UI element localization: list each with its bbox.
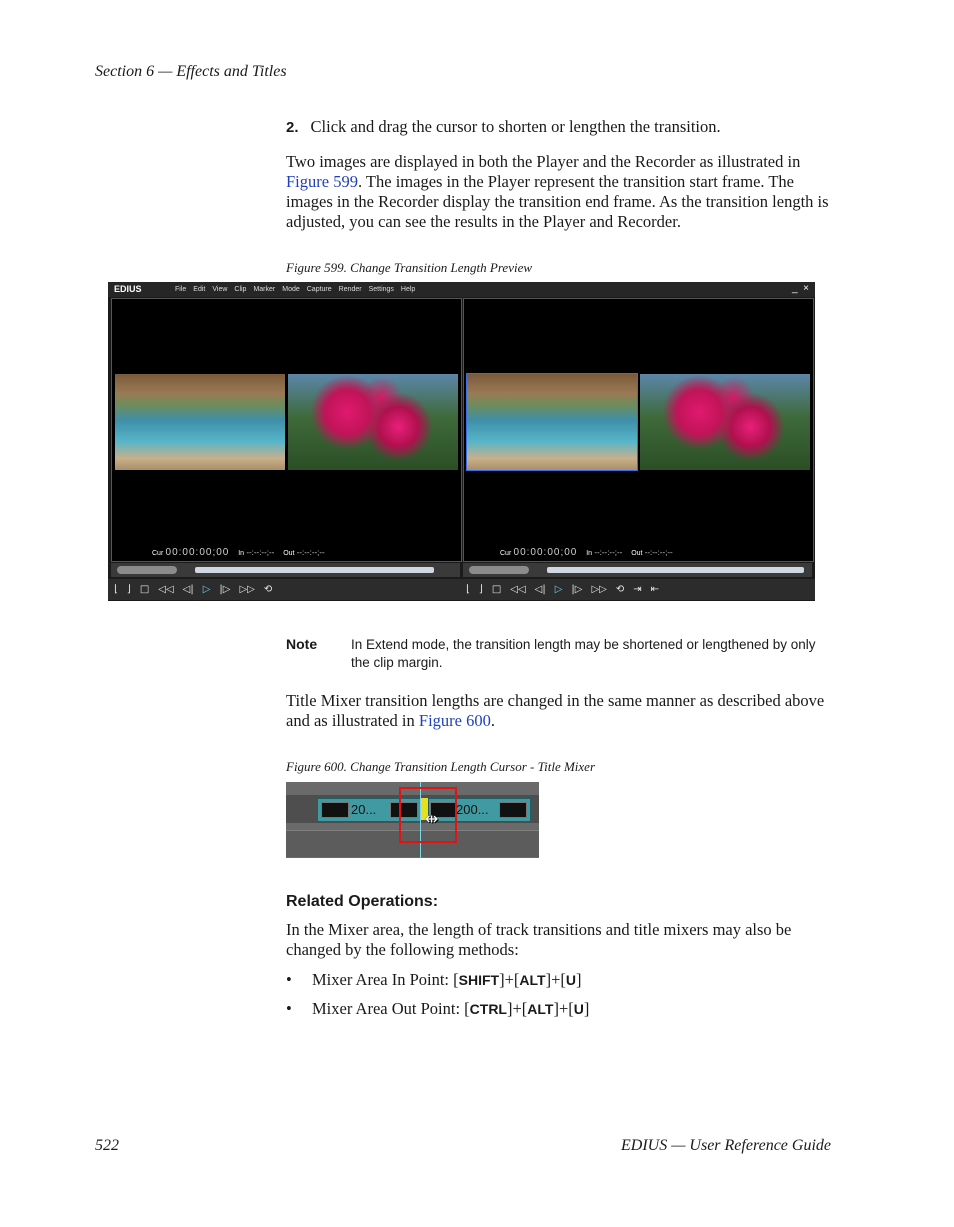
menu-view[interactable]: View <box>212 286 228 293</box>
rec-step-back-icon[interactable]: ◁| <box>534 584 546 595</box>
document-title: EDIUS — User Reference Guide <box>620 1137 831 1154</box>
close-button[interactable]: × <box>803 283 809 294</box>
rec-set-out-icon[interactable]: ⌋ <box>478 584 483 595</box>
key-shift: SHIFT <box>458 972 500 988</box>
menu-file[interactable]: File <box>175 286 187 293</box>
clip-2-end-thumbnail <box>499 802 527 818</box>
player-start-frame-pool <box>115 374 285 470</box>
rewind-icon[interactable]: ◁◁ <box>158 584 174 595</box>
key-alt: ALT <box>519 972 546 988</box>
note-text: In Extend mode, the transition length may be shortened or lengthened by only the clip margin. <box>351 637 816 670</box>
related-operations-intro: In the Mixer area, the length of track transitions and title mixers may also be changed by the following methods: <box>286 920 792 959</box>
set-out-icon[interactable]: ⌋ <box>126 584 131 595</box>
related-operations-heading: Related Operations: <box>286 893 439 910</box>
player-timecode: Cur 00:00:00;00 In --:--:--;-- Out --:--:--;-- <box>152 547 325 558</box>
loop-icon[interactable]: ⟲ <box>263 584 273 595</box>
player-monitor <box>111 298 462 562</box>
clip-2-label: 200... <box>456 802 489 817</box>
rec-rewind-icon[interactable]: ◁◁ <box>510 584 526 595</box>
list-item: • Mixer Area In Point: [SHIFT]+[ALT]+[U] <box>286 970 582 989</box>
note-label: Note <box>286 636 318 652</box>
menu-settings[interactable]: Settings <box>368 286 394 293</box>
menu-marker[interactable]: Marker <box>253 286 276 293</box>
recorder-end-frame-pool <box>467 374 637 470</box>
step-text: Click and drag the cursor to shorten or lengthen the transition. <box>310 117 721 136</box>
menu-render[interactable]: Render <box>338 286 362 293</box>
key-ctrl: CTRL <box>469 1001 507 1017</box>
player-cur-timecode: 00:00:00;00 <box>165 547 230 558</box>
page-number: 522 <box>95 1137 119 1154</box>
trim-cursor-icon: ⇹ <box>425 809 439 828</box>
bullet-icon: • <box>286 999 292 1018</box>
menu-capture[interactable]: Capture <box>306 286 332 293</box>
recorder-shuttle-handle[interactable] <box>469 566 529 574</box>
menu-list <box>175 286 422 293</box>
step-number: 2. <box>286 119 299 136</box>
rec-insert-icon[interactable]: ⇥ <box>633 584 642 595</box>
minimize-button[interactable]: _ <box>792 283 798 294</box>
step-back-icon[interactable]: ◁| <box>182 584 194 595</box>
set-in-icon[interactable]: ⌊ <box>114 584 118 595</box>
section-header: Section 6 — Effects and Titles <box>95 63 287 80</box>
recorder-in-timecode: --:--:--;-- <box>594 548 623 557</box>
paragraph-title-mixer: Title Mixer transition lengths are changed in the same manner as described above and as illustrated in Figure 600. <box>286 691 825 730</box>
rec-fast-forward-icon[interactable]: ▷▷ <box>591 584 607 595</box>
bullet-icon: • <box>286 970 292 989</box>
window-controls <box>792 283 809 294</box>
rec-set-in-icon[interactable]: ⌊ <box>466 584 470 595</box>
recorder-monitor <box>463 298 814 562</box>
figure-600-link[interactable]: Figure 600 <box>418 711 491 730</box>
recorder-transport-controls <box>460 579 815 600</box>
clip-1-label: 20... <box>351 802 377 817</box>
key-u: U <box>565 972 577 988</box>
rec-overwrite-icon[interactable]: ⇤ <box>650 584 660 595</box>
edius-logo: EDIUS <box>114 284 142 294</box>
rec-step-forward-icon[interactable]: |▷ <box>571 584 583 595</box>
paragraph-figure-599-intro: Two images are displayed in both the Player and the Recorder as illustrated in Figure 599. The images in the Player represent the transition start frame. The images in the Recorder display the transition end frame. As the transition length is adjusted, you can see the results in the Player and Recorder. <box>286 152 829 231</box>
figure-600-screenshot <box>286 782 539 858</box>
figure-600-caption: Figure 600. Change Transition Length Cursor - Title Mixer <box>286 759 596 774</box>
figure-599-caption: Figure 599. Change Transition Length Preview <box>286 260 533 275</box>
player-in-timecode: --:--:--;-- <box>246 548 275 557</box>
play-icon[interactable]: ▷ <box>202 584 211 595</box>
step-forward-icon[interactable]: |▷ <box>219 584 231 595</box>
rec-stop-icon[interactable]: □ <box>491 584 502 595</box>
fast-forward-icon[interactable]: ▷▷ <box>239 584 255 595</box>
rec-play-icon[interactable]: ▷ <box>554 584 563 595</box>
player-out-timecode: --:--:--;-- <box>296 548 325 557</box>
player-transport-controls <box>108 579 460 600</box>
figure-599-link[interactable]: Figure 599 <box>286 172 358 191</box>
recorder-out-timecode: --:--:--;-- <box>644 548 673 557</box>
menu-edit[interactable]: Edit <box>193 286 206 293</box>
recorder-timecode: Cur 00:00:00;00 In --:--:--;-- Out --:--:--;-- <box>500 547 673 558</box>
menu-help[interactable]: Help <box>400 286 416 293</box>
recorder-end-frame-flower <box>640 374 810 470</box>
recorder-cur-timecode: 00:00:00;00 <box>513 547 578 558</box>
edius-menubar <box>108 282 815 297</box>
key-u: U <box>573 1001 584 1017</box>
player-shuttle-handle[interactable] <box>117 566 177 574</box>
recorder-scrub-bar[interactable] <box>463 563 812 577</box>
player-scrub-bar[interactable] <box>111 563 460 577</box>
stop-icon[interactable]: □ <box>139 584 150 595</box>
menu-clip[interactable]: Clip <box>234 286 247 293</box>
step-2 <box>286 117 846 137</box>
rec-loop-icon[interactable]: ⟲ <box>615 584 625 595</box>
list-item: • Mixer Area Out Point: [CTRL]+[ALT]+[U] <box>286 999 590 1018</box>
clip-1-thumbnail <box>321 802 349 818</box>
figure-599-screenshot <box>108 282 815 601</box>
key-alt: ALT <box>527 1001 554 1017</box>
menu-mode[interactable]: Mode <box>282 286 300 293</box>
player-start-frame-flower <box>288 374 458 470</box>
